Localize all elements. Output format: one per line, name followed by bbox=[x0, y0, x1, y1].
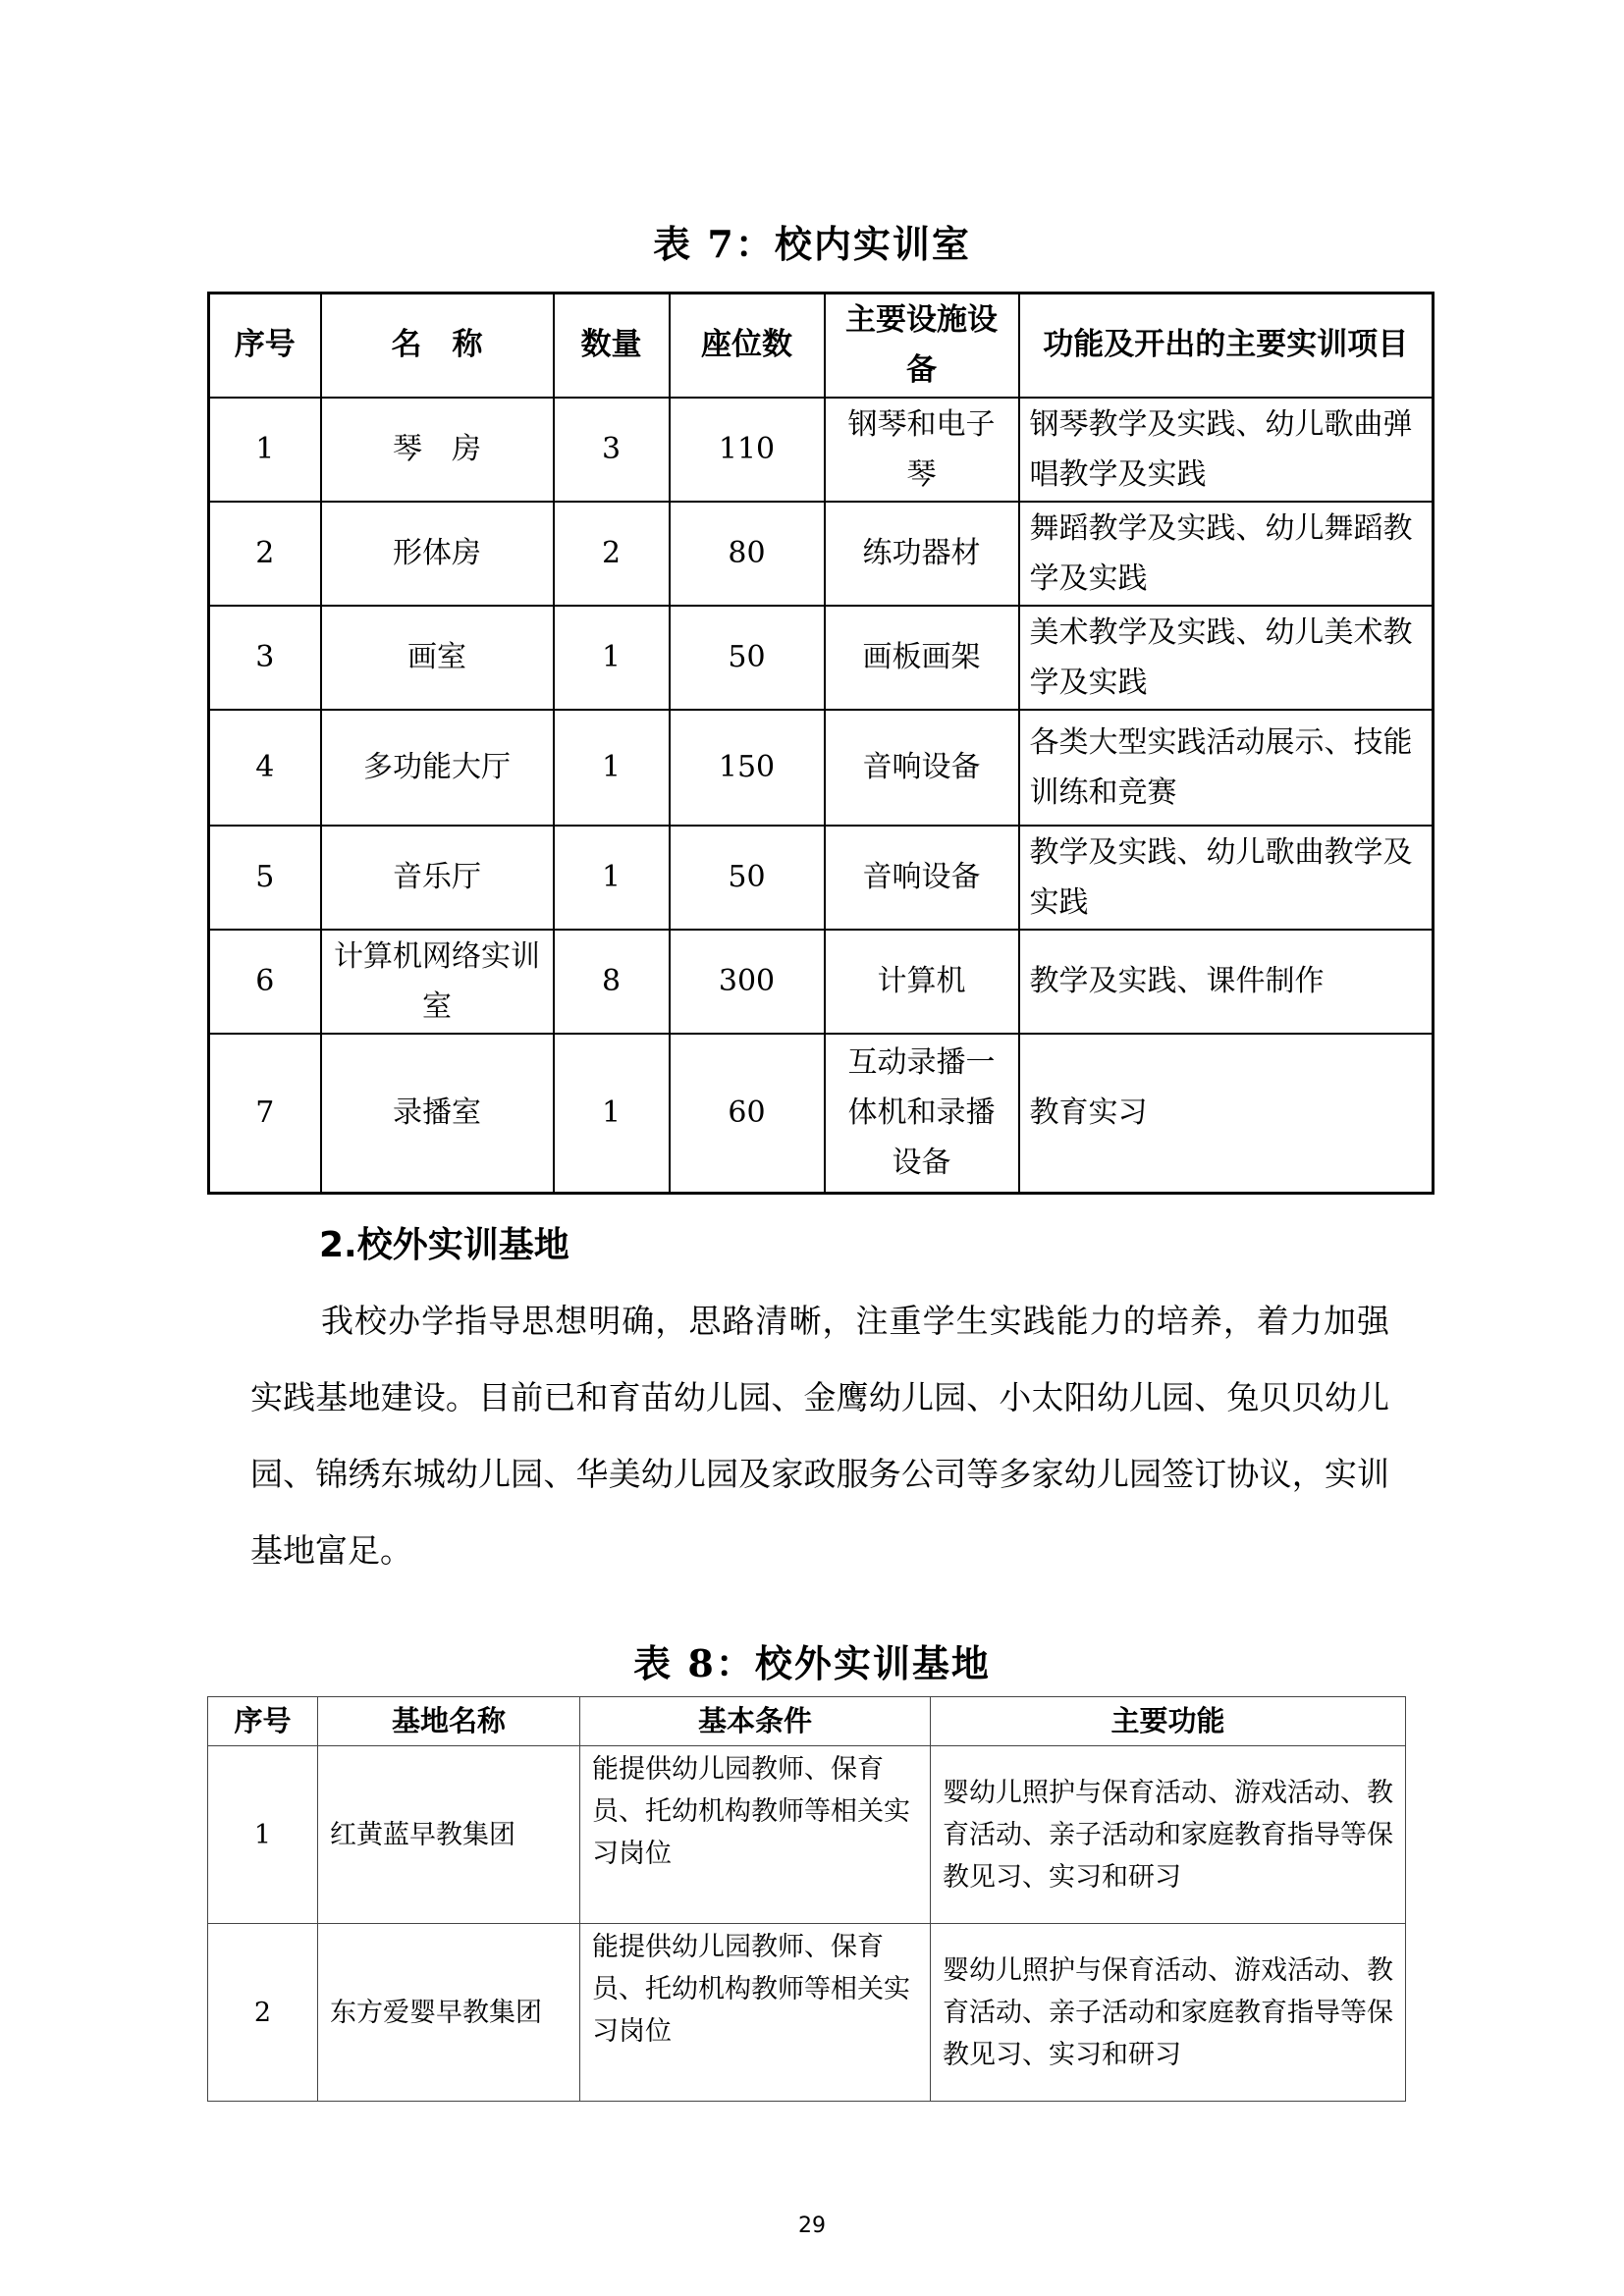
table7-header-qty: 数量 bbox=[554, 294, 670, 398]
row-seats: 80 bbox=[670, 502, 825, 606]
row-func: 舞蹈教学及实践、幼儿舞蹈教学及实践 bbox=[1019, 502, 1434, 606]
row-name: 多功能大厅 bbox=[321, 710, 554, 826]
row-no: 5 bbox=[209, 826, 321, 930]
table-row bbox=[209, 826, 1434, 930]
row-qty: 8 bbox=[554, 930, 670, 1034]
row-seats: 110 bbox=[670, 398, 825, 502]
row-name: 计算机网络实训室 bbox=[321, 930, 554, 1034]
row-seats: 150 bbox=[670, 710, 825, 826]
row-func: 美术教学及实践、幼儿美术教学及实践 bbox=[1019, 606, 1434, 710]
table-row bbox=[209, 1034, 1434, 1194]
table-row bbox=[208, 1746, 1406, 1924]
table7-header-func: 功能及开出的主要实训项目 bbox=[1019, 294, 1434, 398]
page-number: 29 bbox=[798, 2214, 826, 2238]
row-equip: 音响设备 bbox=[825, 710, 1019, 826]
table-row bbox=[209, 398, 1434, 502]
row-func: 各类大型实践活动展示、技能训练和竞赛 bbox=[1019, 710, 1434, 826]
row-qty: 1 bbox=[554, 826, 670, 930]
row-name: 东方爱婴早教集团 bbox=[318, 1924, 580, 2102]
row-no: 7 bbox=[209, 1034, 321, 1194]
row-no: 2 bbox=[208, 1924, 318, 2102]
row-equip: 互动录播一体机和录播设备 bbox=[825, 1034, 1019, 1194]
table7 bbox=[207, 292, 1435, 1195]
table8-header-name: 基地名称 bbox=[318, 1697, 580, 1746]
row-seats: 50 bbox=[670, 606, 825, 710]
table7-header-no: 序号 bbox=[209, 294, 321, 398]
row-no: 1 bbox=[209, 398, 321, 502]
row-qty: 1 bbox=[554, 1034, 670, 1194]
row-equip: 音响设备 bbox=[825, 826, 1019, 930]
table8-title: 表 8：校外实训基地 bbox=[633, 1641, 991, 1685]
row-no: 3 bbox=[209, 606, 321, 710]
row-seats: 60 bbox=[670, 1034, 825, 1194]
table-row bbox=[209, 710, 1434, 826]
row-no: 1 bbox=[208, 1746, 318, 1924]
table8 bbox=[207, 1696, 1406, 2102]
table8-header-row bbox=[208, 1697, 1406, 1746]
row-func: 钢琴教学及实践、幼儿歌曲弹唱教学及实践 bbox=[1019, 398, 1434, 502]
row-no: 6 bbox=[209, 930, 321, 1034]
row-equip: 练功器材 bbox=[825, 502, 1019, 606]
body-paragraph: 我校办学指导思想明确，思路清晰，注重学生实践能力的培养，着力加强实践基地建设。目前已和育苗幼儿园、金鹰幼儿园、小太阳幼儿园、兔贝贝幼儿园、锦绣东城幼儿园、华美幼儿园及家政服务公司等多家幼儿园签订协议，实训基地富足。 bbox=[250, 1302, 1389, 1570]
table7-header-equip: 主要设施设备 bbox=[825, 294, 1019, 398]
table7-header-seats: 座位数 bbox=[670, 294, 825, 398]
row-equip: 钢琴和电子琴 bbox=[825, 398, 1019, 502]
table8-header-cond: 基本条件 bbox=[580, 1697, 931, 1746]
row-name: 红黄蓝早教集团 bbox=[318, 1746, 580, 1924]
row-qty: 3 bbox=[554, 398, 670, 502]
row-qty: 1 bbox=[554, 606, 670, 710]
row-seats: 50 bbox=[670, 826, 825, 930]
table-row bbox=[209, 930, 1434, 1034]
row-name: 录播室 bbox=[321, 1034, 554, 1194]
row-qty: 1 bbox=[554, 710, 670, 826]
row-func: 婴幼儿照护与保育活动、游戏活动、教育活动、亲子活动和家庭教育指导等保教见习、实习和研习 bbox=[931, 1924, 1406, 2102]
row-func: 教学及实践、课件制作 bbox=[1019, 930, 1434, 1034]
row-no: 2 bbox=[209, 502, 321, 606]
row-name: 音乐厅 bbox=[321, 826, 554, 930]
table8-header-no: 序号 bbox=[208, 1697, 318, 1746]
row-name: 画室 bbox=[321, 606, 554, 710]
table7-title: 表 7：校内实训室 bbox=[653, 222, 971, 266]
section-heading: 2.校外实训基地 bbox=[319, 1225, 569, 1265]
row-qty: 2 bbox=[554, 502, 670, 606]
row-name: 形体房 bbox=[321, 502, 554, 606]
row-cond: 能提供幼儿园教师、保育员、托幼机构教师等相关实习岗位 bbox=[580, 1746, 931, 1924]
table7-header-name: 名 称 bbox=[321, 294, 554, 398]
table8-header-func: 主要功能 bbox=[931, 1697, 1406, 1746]
table-row bbox=[209, 606, 1434, 710]
row-equip: 计算机 bbox=[825, 930, 1019, 1034]
row-equip: 画板画架 bbox=[825, 606, 1019, 710]
row-name: 琴 房 bbox=[321, 398, 554, 502]
table-row bbox=[209, 502, 1434, 606]
table-row bbox=[208, 1924, 1406, 2102]
row-cond: 能提供幼儿园教师、保育员、托幼机构教师等相关实习岗位 bbox=[580, 1924, 931, 2102]
row-func: 婴幼儿照护与保育活动、游戏活动、教育活动、亲子活动和家庭教育指导等保教见习、实习和研习 bbox=[931, 1746, 1406, 1924]
row-no: 4 bbox=[209, 710, 321, 826]
row-func: 教学及实践、幼儿歌曲教学及实践 bbox=[1019, 826, 1434, 930]
table7-header-row bbox=[209, 294, 1434, 398]
row-seats: 300 bbox=[670, 930, 825, 1034]
row-func: 教育实习 bbox=[1019, 1034, 1434, 1194]
